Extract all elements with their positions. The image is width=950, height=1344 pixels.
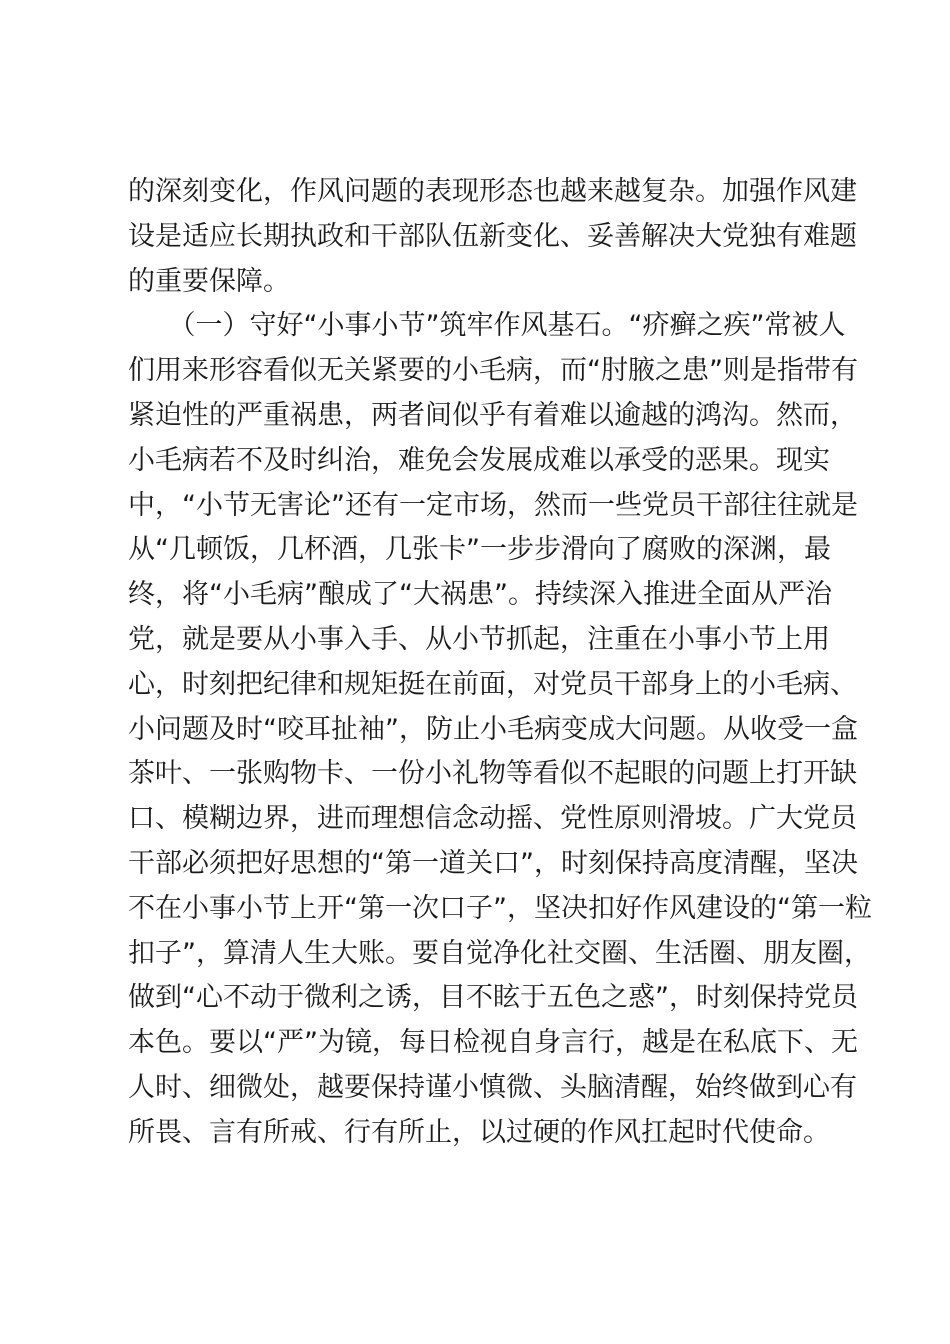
text-line: 本色。要以“严”为镜，每日检视自身言行，越是在私底下、无 [128,1027,858,1059]
text-line: 茶叶、一张购物卡、一份小礼物等看似不起眼的问题上打开缺 [128,758,857,790]
text-line: 设是适应长期执政和干部队伍新变化、妥善解决大党独有难题 [128,220,857,252]
text-line: 口、模糊边界，进而理想信念动摇、党性原则滑坡。广大党员 [128,803,857,835]
text-line: 紧迫性的严重祸患，两者间似乎有着难以逾越的鸿沟。然而， [128,399,857,431]
text-line: 心，时刻把纪律和规矩挺在前面，对党员干部身上的小毛病、 [128,668,857,700]
text-line: 的重要保障。 [128,265,290,297]
text-line: 人时、细微处，越要保持谨小慎微、头脑清醒，始终做到心有 [128,1071,857,1103]
text-line: 们用来形容看似无关紧要的小毛病，而“肘腋之患”则是指带有 [128,355,858,387]
body-text [128,170,872,1156]
text-line: 干部必须把好思想的“第一道关口”，时刻保持高度清醒，坚决 [128,847,858,879]
text-line: 不在小事小节上开“第一次口子”，坚决扣好作风建设的“第一粒 [128,892,872,924]
text-line: 的深刻变化，作风问题的表现形态也越来越复杂。加强作风建 [128,176,857,207]
text-line: 中，“小节无害论”还有一定市场，然而一些党员干部往往就是 [128,489,858,521]
text-line: 做到“心不动于微利之诱，目不眩于五色之惑”，时刻保持党员 [128,982,858,1014]
text-line: 终，将“小毛病”酿成了“大祸患”。持续深入推进全面从严治 [128,579,832,611]
text-line: 小问题及时“咬耳扯袖”，防止小毛病变成大问题。从收受一盒 [128,713,858,745]
text-line: 从“几顿饭，几杯酒，几张卡”一步步滑向了腐败的深渊，最 [128,534,831,566]
text-line: 小毛病若不及时纠治，难免会发展成难以承受的恶果。现实 [128,444,830,476]
text-line: 所畏、言有所戒、行有所止，以过硬的作风扛起时代使命。 [128,1116,830,1148]
section-heading-line: （一）守好“小事小节”筑牢作风基石。“疥癣之疾”常被人 [128,310,846,342]
text-line: 党，就是要从小事入手、从小节抓起，注重在小事小节上用 [128,623,830,655]
text-line: 扣子”，算清人生大账。要自觉净化社交圈、生活圈、朋友圈， [128,937,871,969]
